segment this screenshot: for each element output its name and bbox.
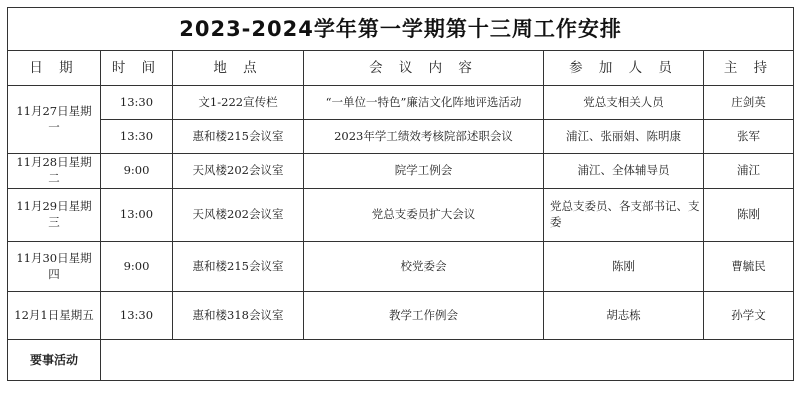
header-time: 时 间: [101, 51, 173, 86]
table-row: [8, 242, 794, 292]
content-cell: “一单位一特色”廉洁文化阵地评选活动: [304, 86, 544, 120]
header-host: 主 持: [704, 51, 794, 86]
participants-cell: 浦江、全体辅导员: [544, 154, 704, 189]
participants-cell: 党总支委员、各支部书记、支委: [544, 189, 704, 242]
date-cell: 12月1日星期五: [8, 292, 101, 340]
content-cell: 院学工例会: [304, 154, 544, 189]
content-cell: 2023年学工绩效考核院部述职会议: [304, 120, 544, 154]
table-row: [8, 189, 794, 242]
time-cell: 9:00: [101, 154, 173, 189]
content-cell: 教学工作例会: [304, 292, 544, 340]
host-cell: 庄剑英: [704, 86, 794, 120]
header-content: 会 议 内 容: [304, 51, 544, 86]
place-cell: 天风楼202会议室: [173, 189, 304, 242]
table-row: [8, 292, 794, 340]
host-cell: 张军: [704, 120, 794, 154]
time-cell: 13:30: [101, 120, 173, 154]
place-cell: 天风楼202会议室: [173, 154, 304, 189]
time-cell: 13:00: [101, 189, 173, 242]
header-row: [8, 51, 794, 86]
host-cell: 陈刚: [704, 189, 794, 242]
host-cell: 曹毓民: [704, 242, 794, 292]
header-date: 日 期: [8, 51, 101, 86]
date-cell: 11月27日星期一: [8, 86, 101, 154]
schedule-table: [7, 7, 794, 381]
page-title: 2023-2024学年第一学期第十三周工作安排: [8, 8, 794, 51]
key-events-content: [101, 340, 794, 381]
schedule-sheet: [7, 7, 793, 404]
participants-cell: 浦江、张丽娟、陈明康: [544, 120, 704, 154]
place-cell: 惠和楼215会议室: [173, 120, 304, 154]
participants-cell: 党总支相关人员: [544, 86, 704, 120]
host-cell: 浦江: [704, 154, 794, 189]
date-cell: 11月30日星期四: [8, 242, 101, 292]
host-cell: 孙学文: [704, 292, 794, 340]
content-cell: 党总支委员扩大会议: [304, 189, 544, 242]
header-place: 地 点: [173, 51, 304, 86]
table-row: [8, 120, 794, 154]
date-cell: 11月28日星期二: [8, 154, 101, 189]
time-cell: 9:00: [101, 242, 173, 292]
content-cell: 校党委会: [304, 242, 544, 292]
date-cell: 11月29日星期三: [8, 189, 101, 242]
table-row: [8, 154, 794, 189]
place-cell: 惠和楼318会议室: [173, 292, 304, 340]
time-cell: 13:30: [101, 86, 173, 120]
key-events-label: 要事活动: [8, 340, 101, 381]
place-cell: 文1-222宣传栏: [173, 86, 304, 120]
header-participants: 参 加 人 员: [544, 51, 704, 86]
participants-cell: 陈刚: [544, 242, 704, 292]
place-cell: 惠和楼215会议室: [173, 242, 304, 292]
time-cell: 13:30: [101, 292, 173, 340]
table-row: [8, 86, 794, 120]
participants-cell: 胡志栋: [544, 292, 704, 340]
key-events-row: [8, 340, 794, 381]
